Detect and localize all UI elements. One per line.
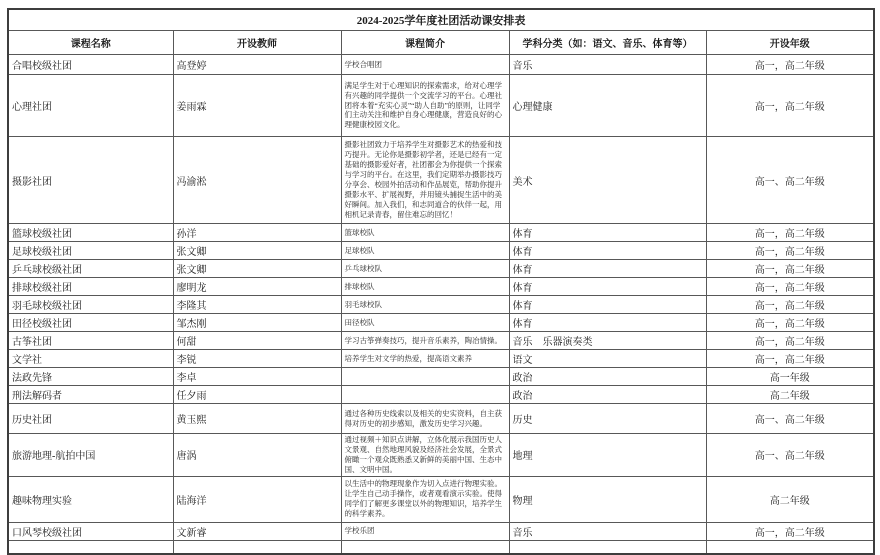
table-title-row <box>8 9 874 31</box>
table-row <box>8 314 874 332</box>
table-row <box>8 540 874 554</box>
cell-intro: 篮球校队 <box>341 224 509 242</box>
cell-intro: 摄影社团致力于培养学生对摄影艺术的热爱和技巧提升。无论你是摄影初学者，还是已经有一定基础的摄影爱好者，社团都会为你提供一个探索与学习的平台。在这里，我们定期举办摄影技巧分享会、校园外拍活动和作品展览，帮助你提升摄影水平、扩展视野，并用镜头捕捉生活中的美好瞬间。加入我们，和志同道合的伙伴一起，用相机记录青春，留住难忘的回忆！ <box>341 137 509 224</box>
cell-course-name: 法政先锋 <box>8 368 173 386</box>
cell-teacher: 李锐 <box>173 350 341 368</box>
cell-grade: 高一，高二年级 <box>706 75 874 137</box>
cell-subject: 音乐 <box>509 522 706 540</box>
cell-intro <box>341 368 509 386</box>
table-row <box>8 260 874 278</box>
cell-course-name: 排球校级社团 <box>8 278 173 296</box>
cell-grade: 高一、高二年级 <box>706 404 874 434</box>
cell-teacher: 邹杰刚 <box>173 314 341 332</box>
cell-intro: 排球校队 <box>341 278 509 296</box>
cell-course-name <box>8 540 173 554</box>
table-row <box>8 332 874 350</box>
table-row <box>8 278 874 296</box>
cell-subject: 物理 <box>509 476 706 522</box>
column-header-course-name: 课程名称 <box>8 31 173 55</box>
cell-subject: 音乐 乐器演奏类 <box>509 332 706 350</box>
cell-course-name: 趣味物理实验 <box>8 476 173 522</box>
cell-teacher: 廖明龙 <box>173 278 341 296</box>
table-row <box>8 368 874 386</box>
column-header-subject: 学科分类（如：语文、音乐、体育等） <box>509 31 706 55</box>
cell-grade: 高一，高二年级 <box>706 350 874 368</box>
cell-course-name: 田径校级社团 <box>8 314 173 332</box>
cell-grade: 高一，高二年级 <box>706 296 874 314</box>
cell-course-name: 羽毛球校级社团 <box>8 296 173 314</box>
cell-course-name: 口风琴校级社团 <box>8 522 173 540</box>
cell-subject: 体育 <box>509 242 706 260</box>
cell-grade: 高一、高二年级 <box>706 137 874 224</box>
cell-course-name: 摄影社团 <box>8 137 173 224</box>
cell-grade: 高一，高二年级 <box>706 278 874 296</box>
table-header-row <box>8 31 874 55</box>
cell-intro: 学校乐团 <box>341 522 509 540</box>
table-row <box>8 55 874 75</box>
cell-subject: 历史 <box>509 404 706 434</box>
cell-course-name: 古筝社团 <box>8 332 173 350</box>
cell-teacher: 冯渝淞 <box>173 137 341 224</box>
cell-teacher: 文新睿 <box>173 522 341 540</box>
cell-intro: 学习古筝弹奏技巧，提升音乐素养，陶冶情操。 <box>341 332 509 350</box>
cell-grade <box>706 540 874 554</box>
cell-intro <box>341 386 509 404</box>
cell-grade: 高一，高二年级 <box>706 242 874 260</box>
cell-grade: 高一，高二年级 <box>706 260 874 278</box>
cell-teacher: 张文卿 <box>173 260 341 278</box>
table-row <box>8 75 874 137</box>
cell-grade: 高一，高二年级 <box>706 314 874 332</box>
cell-subject: 语文 <box>509 350 706 368</box>
cell-course-name: 心理社团 <box>8 75 173 137</box>
cell-teacher: 张文卿 <box>173 242 341 260</box>
cell-grade: 高二年级 <box>706 386 874 404</box>
cell-intro: 培养学生对文学的热爱，提高语文素养 <box>341 350 509 368</box>
cell-intro: 满足学生对于心理知识的探索需求，给对心理学有兴趣的同学提供一个交流学习的平台。心理社团将本着“充实心灵”“助人自助”的原则，让同学们主动关注和维护自身心理健康，营造良好的心理健康校园文化。 <box>341 75 509 137</box>
cell-course-name: 篮球校级社团 <box>8 224 173 242</box>
cell-teacher: 唐涡 <box>173 434 341 477</box>
cell-teacher: 高登婷 <box>173 55 341 75</box>
cell-course-name: 刑法解码者 <box>8 386 173 404</box>
table-body <box>8 55 874 555</box>
cell-intro: 羽毛球校队 <box>341 296 509 314</box>
cell-course-name: 文学社 <box>8 350 173 368</box>
table-row <box>8 522 874 540</box>
cell-course-name: 旅游地理-航拍中国 <box>8 434 173 477</box>
cell-grade: 高一年级 <box>706 368 874 386</box>
cell-course-name: 合唱校级社团 <box>8 55 173 75</box>
cell-intro: 以生活中的物理现象作为切入点进行物理实验。让学生自己动手操作，或者观看演示实验。使得同学们了解更多课堂以外的物理知识，培养学生的科学素养。 <box>341 476 509 522</box>
cell-intro: 通过视频＋知识点讲解，立体化展示我国历史人文景观、自然地理风貌及经济社会发展，全景式俯瞰一个观众既熟悉又新鲜的美丽中国、生态中国、文明中国。 <box>341 434 509 477</box>
cell-subject: 政治 <box>509 386 706 404</box>
table-row <box>8 386 874 404</box>
cell-grade: 高一，高二年级 <box>706 55 874 75</box>
column-header-grade: 开设年级 <box>706 31 874 55</box>
cell-subject: 政治 <box>509 368 706 386</box>
table-row <box>8 296 874 314</box>
cell-subject: 体育 <box>509 278 706 296</box>
cell-teacher: 黄玉熙 <box>173 404 341 434</box>
table-row <box>8 434 874 477</box>
page-title: 2024-2025学年度社团活动课安排表 <box>8 9 874 31</box>
table-row <box>8 224 874 242</box>
table-row <box>8 242 874 260</box>
table-row <box>8 476 874 522</box>
cell-teacher: 姜雨霖 <box>173 75 341 137</box>
cell-grade: 高一，高二年级 <box>706 522 874 540</box>
club-schedule-table <box>7 8 875 555</box>
cell-subject: 体育 <box>509 296 706 314</box>
cell-teacher: 陆海洋 <box>173 476 341 522</box>
table-row <box>8 404 874 434</box>
cell-grade: 高一、高二年级 <box>706 434 874 477</box>
cell-subject: 体育 <box>509 314 706 332</box>
cell-intro: 田径校队 <box>341 314 509 332</box>
cell-intro <box>341 540 509 554</box>
cell-subject: 地理 <box>509 434 706 477</box>
cell-course-name: 乒乓球校级社团 <box>8 260 173 278</box>
cell-teacher: 孙洋 <box>173 224 341 242</box>
column-header-teacher: 开设教师 <box>173 31 341 55</box>
cell-grade: 高一，高二年级 <box>706 332 874 350</box>
cell-grade: 高一，高二年级 <box>706 224 874 242</box>
cell-subject: 美术 <box>509 137 706 224</box>
cell-teacher <box>173 540 341 554</box>
cell-subject: 心理健康 <box>509 75 706 137</box>
table-row <box>8 137 874 224</box>
column-header-intro: 课程简介 <box>341 31 509 55</box>
cell-course-name: 历史社团 <box>8 404 173 434</box>
cell-subject <box>509 540 706 554</box>
table-row <box>8 350 874 368</box>
cell-intro: 学校合唱团 <box>341 55 509 75</box>
cell-teacher: 何甜 <box>173 332 341 350</box>
cell-intro: 通过各种历史线索以及相关的史实资料，自主获得对历史的初步感知，激发历史学习兴趣。 <box>341 404 509 434</box>
cell-grade: 高二年级 <box>706 476 874 522</box>
cell-subject: 体育 <box>509 224 706 242</box>
cell-subject: 体育 <box>509 260 706 278</box>
cell-teacher: 李卓 <box>173 368 341 386</box>
cell-teacher: 任夕雨 <box>173 386 341 404</box>
cell-intro: 乒乓球校队 <box>341 260 509 278</box>
cell-course-name: 足球校级社团 <box>8 242 173 260</box>
cell-intro: 足球校队 <box>341 242 509 260</box>
cell-teacher: 李隆其 <box>173 296 341 314</box>
cell-subject: 音乐 <box>509 55 706 75</box>
